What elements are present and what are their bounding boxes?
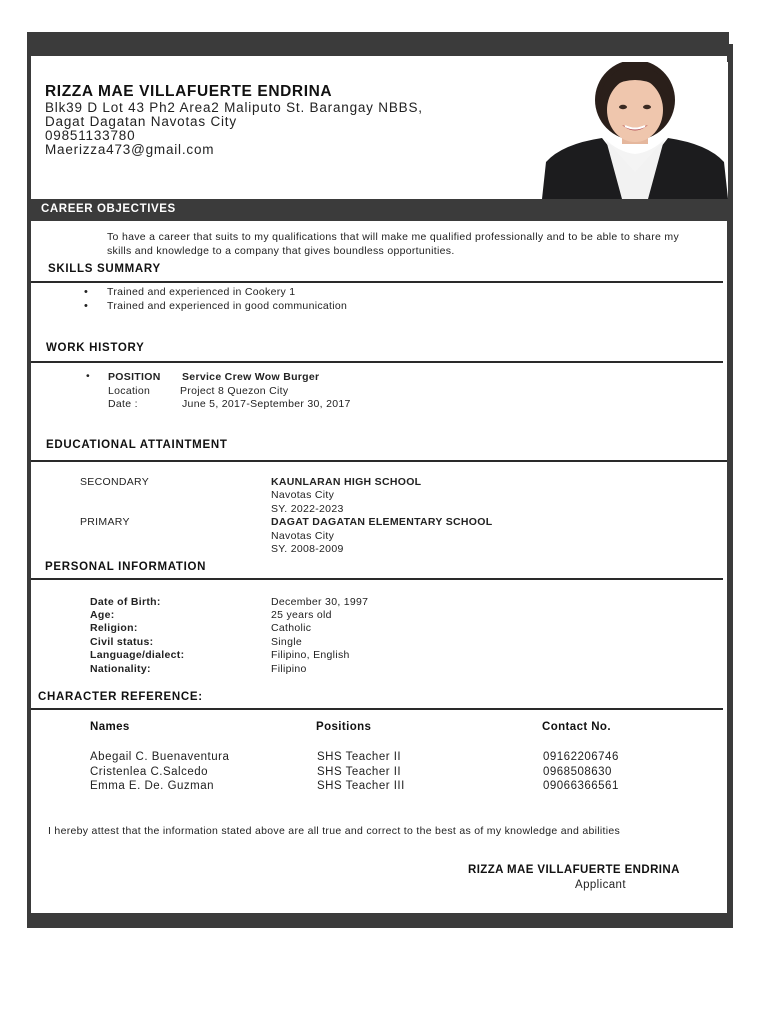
location-value: Project 8 Quezon City: [180, 385, 289, 397]
work-bullet: •: [86, 370, 90, 382]
phone-number: 09851133780: [45, 128, 136, 143]
skills-summary-title: SKILLS SUMMARY: [48, 263, 161, 275]
reference-name: Cristenlea C.Salcedo: [90, 766, 209, 778]
career-objectives-title: CAREER OBJECTIVES: [41, 203, 176, 215]
personal-value: December 30, 1997: [271, 596, 369, 608]
personal-label: Age:: [90, 609, 115, 621]
left-frame-border: [27, 32, 31, 928]
personal-value: Single: [271, 636, 302, 648]
bottom-frame-bar: [27, 913, 733, 928]
position-label: POSITION: [108, 371, 161, 383]
education-title: EDUCATIONAL ATTAINTMENT: [46, 439, 228, 451]
work-history-title: WORK HISTORY: [46, 342, 145, 354]
career-objectives-text: To have a career that suits to my qualifications that will make me qualified professionally and to be able to share my skills and knowledge to a company that gives boundless opportunities.: [107, 231, 679, 257]
personal-value: Catholic: [271, 622, 312, 634]
education-level: SECONDARY: [80, 476, 150, 488]
applicant-photo: [542, 62, 728, 199]
date-value: June 5, 2017-September 30, 2017: [182, 398, 351, 410]
reference-name: Emma E. De. Guzman: [90, 780, 215, 792]
signature-name: RIZZA MAE VILLAFUERTE ENDRINA: [468, 864, 680, 876]
personal-label: Religion:: [90, 622, 138, 634]
top-frame-bar: [27, 32, 729, 56]
school-year: SY. 2022-2023: [271, 503, 344, 515]
personal-label: Nationality:: [90, 663, 151, 675]
signature-role: Applicant: [575, 879, 626, 891]
reference-position: SHS Teacher II: [317, 751, 402, 763]
reference-divider: [31, 708, 723, 710]
personal-info-divider: [31, 578, 723, 580]
character-reference-title: CHARACTER REFERENCE:: [38, 691, 203, 703]
personal-label: Language/dialect:: [90, 649, 185, 661]
school-city: Navotas City: [271, 530, 335, 542]
school-year: SY. 2008-2009: [271, 543, 344, 555]
reference-header-names: Names: [90, 721, 130, 733]
skill-item: • Trained and experienced in Cookery 1: [84, 286, 296, 298]
position-value: Service Crew Wow Burger: [182, 371, 320, 383]
personal-value: 25 years old: [271, 609, 332, 621]
school-name: KAUNLARAN HIGH SCHOOL: [271, 476, 422, 488]
school-city: Navotas City: [271, 489, 335, 501]
reference-contact: 09162206746: [543, 751, 619, 763]
personal-label: Date of Birth:: [90, 596, 161, 608]
work-history-divider: [31, 361, 723, 363]
reference-contact: 09066366561: [543, 780, 619, 792]
personal-value: Filipino: [271, 663, 307, 675]
attestation-text: I hereby attest that the information stated above are all true and correct to the best as of my knowledge and abilities: [48, 825, 621, 837]
personal-value: Filipino, English: [271, 649, 350, 661]
reference-contact: 0968508630: [543, 766, 612, 778]
personal-info-title: PERSONAL INFORMATION: [45, 561, 207, 573]
reference-position: SHS Teacher III: [317, 780, 405, 792]
reference-header-contact: Contact No.: [542, 721, 611, 733]
education-level: PRIMARY: [80, 516, 130, 528]
location-label: Location: [108, 385, 151, 397]
education-divider: [31, 460, 727, 462]
personal-label: Civil status:: [90, 636, 154, 648]
email-address: Maerizza473@gmail.com: [45, 142, 215, 157]
reference-position: SHS Teacher II: [317, 766, 402, 778]
reference-header-positions: Positions: [316, 721, 372, 733]
applicant-name: RIZZA MAE VILLAFUERTE ENDRINA: [45, 83, 333, 100]
skills-divider: [31, 281, 723, 283]
address-line-2: Dagat Dagatan Navotas City: [45, 114, 237, 129]
reference-name: Abegail C. Buenaventura: [90, 751, 230, 763]
address-line-1: Blk39 D Lot 43 Ph2 Area2 Maliputo St. Barangay NBBS,: [45, 100, 423, 115]
skill-item: • Trained and experienced in good communication: [84, 300, 348, 312]
date-label: Date :: [108, 398, 138, 410]
school-name: DAGAT DAGATAN ELEMENTARY SCHOOL: [271, 516, 493, 528]
